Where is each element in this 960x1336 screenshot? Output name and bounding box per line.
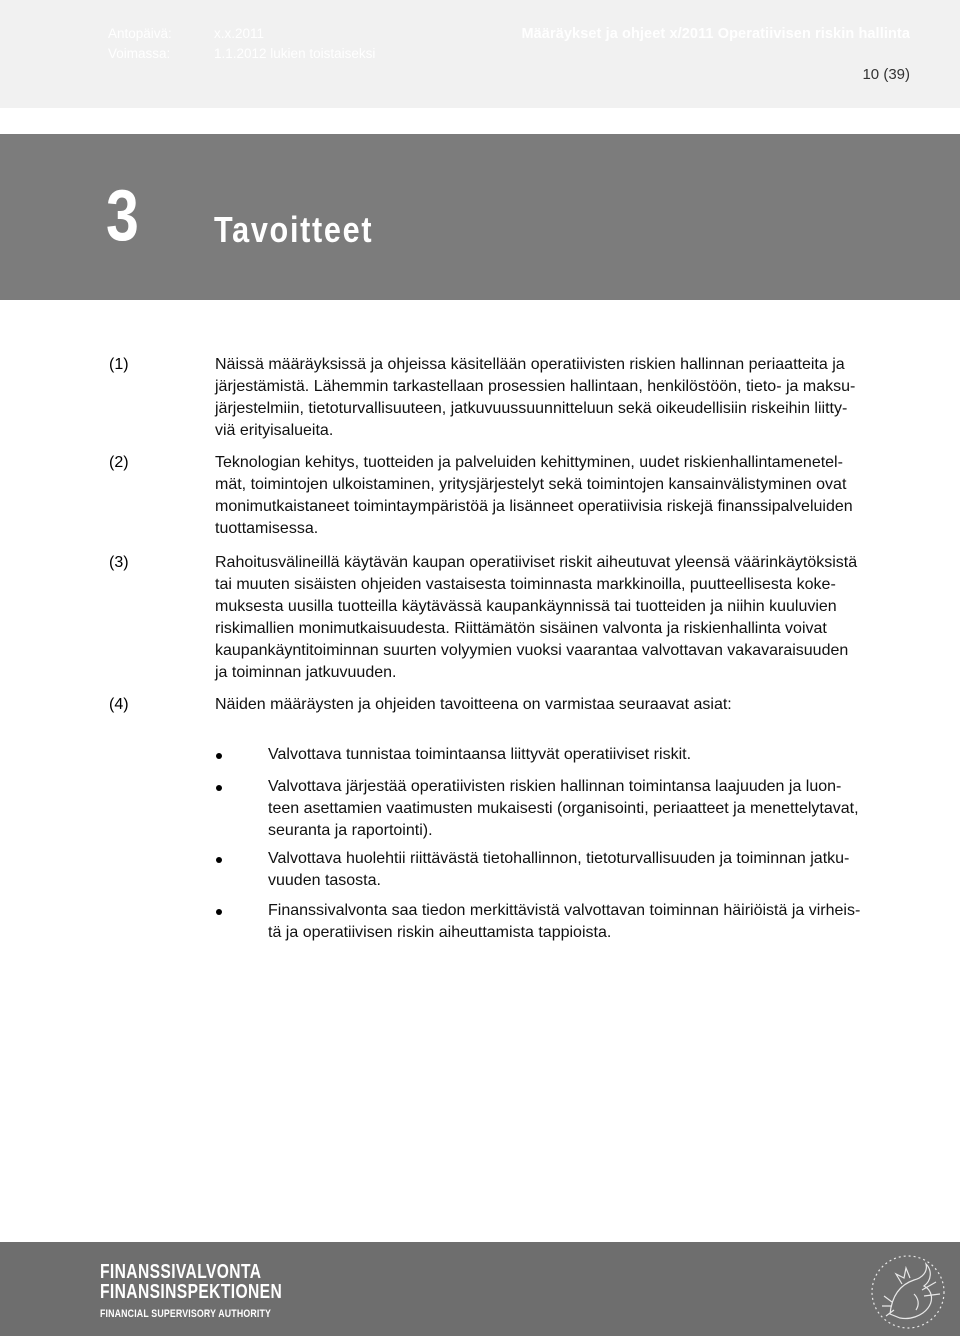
paragraph-number: (2): [109, 454, 129, 471]
text-line: ja toiminnan jatkuvuuden.: [215, 664, 397, 681]
chapter-title: Tavoitteet: [214, 209, 374, 250]
text-line: viä erityisalueita.: [215, 422, 334, 439]
text-line: muksesta uusilla tuotteilla käytävässä kaupankäynnissä tai tuotteiden ja niihin kuuluvien: [215, 598, 837, 615]
text-line: kaupankäyntitoiminnan suurten volyymien vuoksi vaarantaa valvottavan vakavaraisuuden: [215, 642, 849, 659]
bullet-text: [268, 900, 913, 944]
brand-line-english: FINANCIAL SUPERVISORY AUTHORITY: [100, 1308, 272, 1320]
text-line: järjestämistä. Lähemmin tarkastellaan prosessien hallintaan, henkilöstöön, tieto- ja maksu-: [215, 378, 856, 395]
brand-line-swedish: FINANSINSPEKTIONEN: [100, 1281, 283, 1303]
text-line: Finanssivalvonta saa tiedon merkittävistä valvottavan toiminnan häiriöistä ja virheis-: [268, 902, 861, 919]
text-line: tuottamisessa.: [215, 520, 319, 537]
paragraph-text: [215, 694, 915, 716]
antopaiva-label: Antopäivä:: [108, 26, 172, 41]
text-line: Näissä määräyksissä ja ohjeissa käsitellään operatiivisten riskien hallinnan periaatteita ja: [215, 356, 845, 373]
paragraph-number: (3): [109, 554, 129, 571]
chapter-number: 3: [106, 176, 139, 256]
voimassa-label: Voimassa:: [108, 46, 171, 61]
text-line: teen asettamien vaatimusten mukaisesti (organisointi, periaatteet ja menettelytavat,: [268, 800, 859, 817]
text-line: Valvottava huolehtii riittävästä tietohallinnon, tietoturvallisuuden ja toiminnan jatku-: [268, 850, 850, 867]
text-line: monimutkaistaneet toimintaympäristöä ja lisänneet operatiivisia riskejä finanssipalveluiden: [215, 498, 853, 515]
paragraph-text: [215, 452, 915, 540]
brand-line-finnish: FINANSSIVALVONTA: [100, 1261, 262, 1283]
bullet-text: [268, 848, 913, 892]
paragraph-number: (1): [109, 356, 129, 373]
text-line: järjestelmiin, tietoturvallisuuteen, jatkuvuussuunnitteluun sekä oikeudellisiin riskeihin liitty-: [215, 400, 848, 417]
document-title: Määräykset ja ohjeet x/2011 Operatiivisen riskin hallinta: [521, 26, 910, 42]
bullet-text: [268, 744, 913, 766]
text-line: Rahoitusvälineillä käytävän kaupan operatiiviset riskit aiheutuvat yleensä väärinkäytöksistä: [215, 554, 858, 571]
text-line: Valvottava järjestää operatiivisten riskien hallinnan toimintansa laajuuden ja luon-: [268, 778, 842, 795]
voimassa-value: 1.1.2012 lukien toistaiseksi: [214, 46, 376, 61]
bullet-text: [268, 776, 913, 842]
bullet-dot-icon: [216, 909, 222, 915]
text-line: mät, toimintojen ulkoistaminen, yritysjärjestelyt sekä toimintojen kansainvälistyminen ovat: [215, 476, 847, 493]
text-line: Valvottava tunnistaa toimintaansa liittyvät operatiiviset riskit.: [268, 746, 692, 763]
antopaiva-value: x.x.2011: [214, 26, 265, 41]
text-line: tai muuten sisäisten ohjeiden vastaisesta toiminnasta markkinoilla, puutteellisesta koke-: [215, 576, 836, 593]
text-line: Näiden määräysten ja ohjeiden tavoitteena on varmistaa seuraavat asiat:: [215, 696, 732, 713]
text-line: seuranta ja raportointi).: [268, 822, 433, 839]
bullet-dot-icon: [216, 785, 222, 791]
paragraph-text: [215, 354, 915, 442]
lion-emblem-icon: [862, 1244, 950, 1334]
page-number: 10 (39): [862, 66, 910, 83]
text-line: riskimallien monimutkaisuudesta. Riittämätön sisäinen valvonta ja riskienhallinta voivat: [215, 620, 827, 637]
text-line: Teknologian kehitys, tuotteiden ja palveluiden kehittyminen, uudet riskienhallintamenetel-: [215, 454, 843, 471]
bullet-dot-icon: [216, 753, 222, 759]
bullet-dot-icon: [216, 857, 222, 863]
footer-brand-logo: [100, 1262, 333, 1324]
paragraph-number: (4): [109, 696, 129, 713]
text-line: vuuden tasosta.: [268, 872, 381, 889]
paragraph-text: [215, 552, 915, 684]
text-line: tä ja operatiivisen riskin aiheuttamista tappioista.: [268, 924, 612, 941]
chapter-band: [0, 134, 960, 300]
